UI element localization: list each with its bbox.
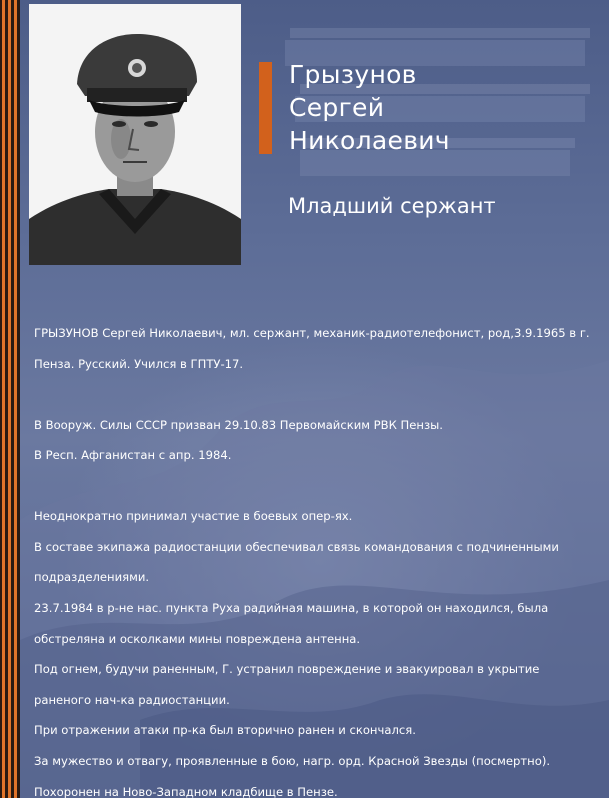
biography-line: В составе экипажа радиостанции обеспечивал связь командования с подчиненными [34,539,559,554]
biography-line: В Респ. Афганистан с апр. 1984. [34,448,232,463]
patronymic: Николаевич [289,126,450,155]
st-george-ribbon [0,0,20,798]
biography [34,311,594,798]
biography-line: В Вооруж. Силы СССР призван 29.10.83 Первомайским РВК Пензы. [34,417,443,432]
biography-line: ГРЫЗУНОВ Сергей Николаевич, мл. сержант, механик-радиотелефонист, род,3.9.1965 в г. [34,326,590,341]
biography-line: При отражении атаки пр-ка был вторично ранен и скончался. [34,723,416,738]
biography-line: подразделениями. [34,570,150,585]
full-name [289,58,450,157]
biography-paragraph [34,402,594,478]
given-name: Сергей [289,93,385,122]
biography-paragraph [34,311,594,387]
biography-line: Под огнем, будучи раненным, Г. устранил повреждение и эвакуировал в укрытие [34,662,540,677]
portrait-photo [29,4,241,265]
biography-line: Похоронен на Ново-Западном кладбище в Пензе. [34,784,338,798]
surname: Грызунов [289,60,417,89]
military-rank: Младший сержант [288,194,496,218]
biography-line: За мужество и отвагу, проявленные в бою, нагр. орд. Красной Звезды (посмертно). [34,754,551,769]
accent-bar [259,62,272,154]
biography-paragraph [34,494,594,798]
biography-line: раненого нач-ка радиостанции. [34,692,230,707]
biography-line: Пенза. Русский. Учился в ГПТУ-17. [34,356,244,371]
biography-line: обстреляна и осколками мины повреждена антенна. [34,631,361,646]
biography-line: Неоднократно принимал участие в боевых опер-ях. [34,509,353,524]
biography-line: 23.7.1984 в р-не нас. пункта Руха радийная машина, в которой он находился, была [34,601,549,616]
